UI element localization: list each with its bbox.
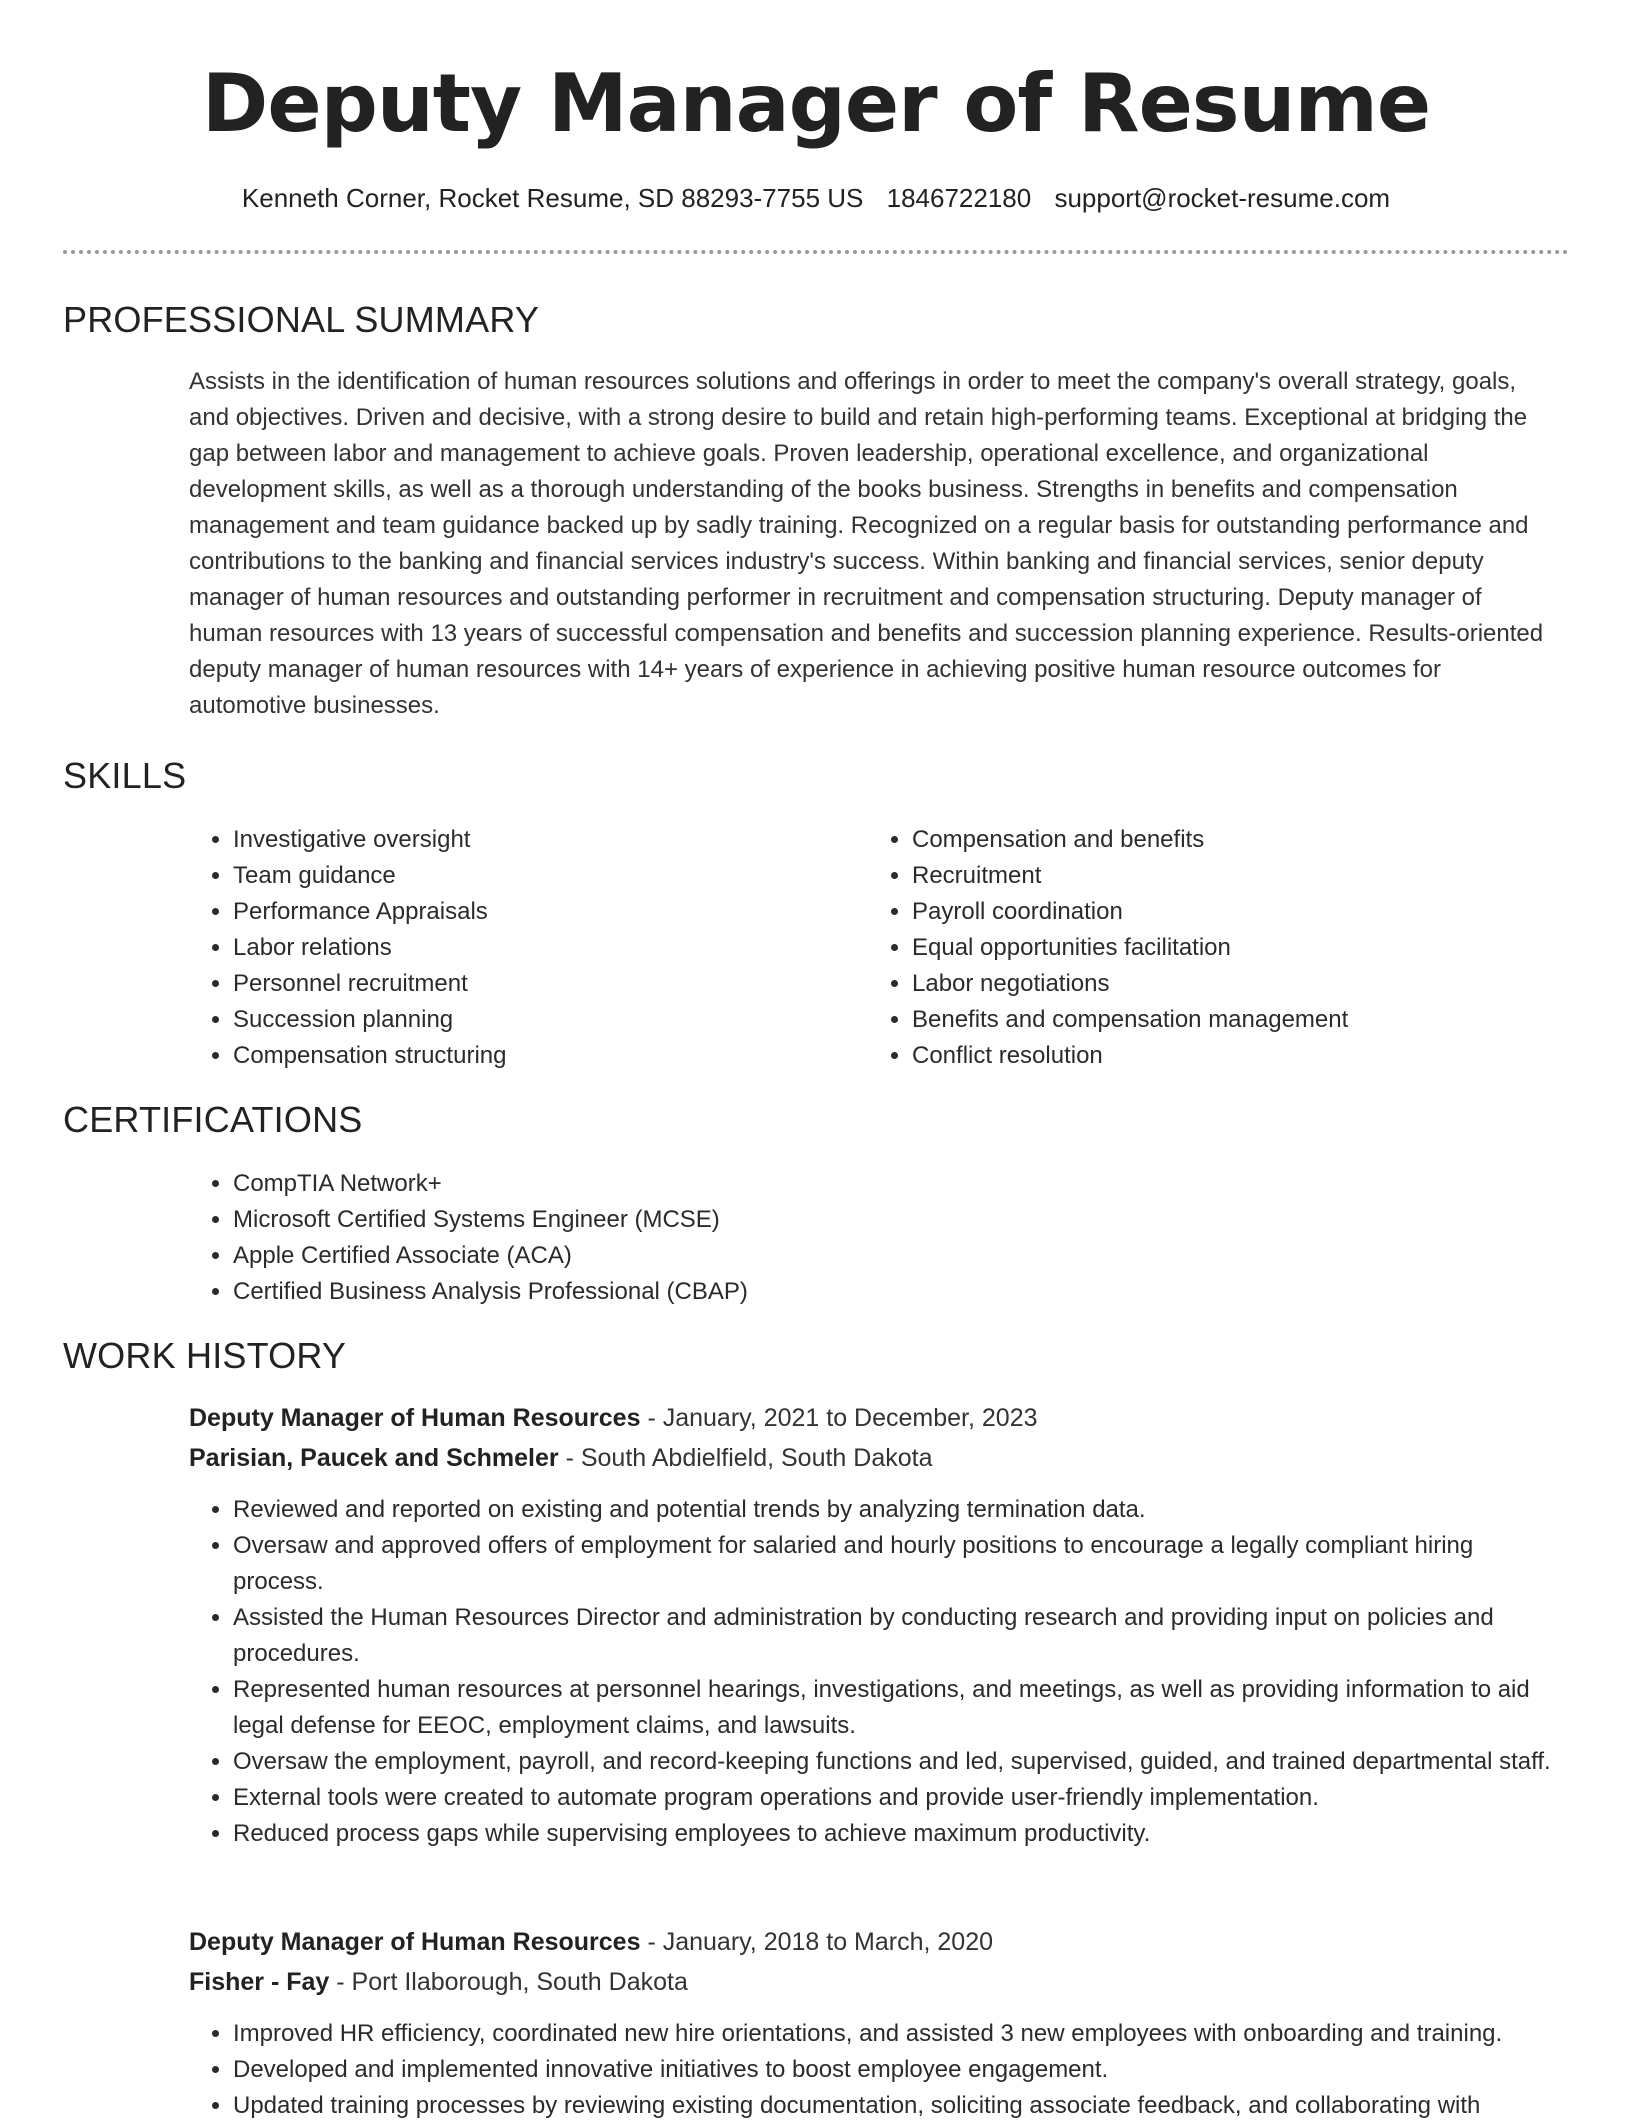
job-location: - South Abdielfield, South Dakota	[558, 1444, 933, 1472]
job-bullets	[189, 1492, 1559, 1852]
skill-item: • Compensation and benefits	[912, 822, 1548, 858]
job-bullet: • Represented human resources at personnel hearings, investigations, and meetings, as well as providing information to aid legal defense for EEOC, employment claims, and lawsuits.	[233, 1672, 1559, 1744]
job-bullet: • Improved HR efficiency, coordinated new hire orientations, and assisted 3 new employees with onboarding and training.	[233, 2016, 1559, 2052]
job-title-line	[189, 1398, 1559, 1438]
skill-item: • Labor relations	[233, 930, 829, 966]
job-bullet: • Oversaw and approved offers of employment for salaried and hourly positions to encourage a legally compliant hiring process.	[233, 1528, 1559, 1600]
skill-item: • Personnel recruitment	[233, 966, 829, 1002]
job-bullet: • Updated training processes by reviewing existing documentation, soliciting associate feedback, and collaborating with	[233, 2088, 1559, 2124]
job-location: - Port Ilaborough, South Dakota	[329, 1968, 688, 1996]
contact-email: support@rocket-resume.com	[1054, 183, 1391, 213]
job-title-line	[189, 1922, 1559, 1962]
job-bullets	[189, 2016, 1559, 2124]
skills-list-right	[868, 822, 1548, 1074]
job-bullet: • Developed and implemented innovative initiatives to boost employee engagement.	[233, 2052, 1559, 2088]
resume-title: Deputy Manager of Resume	[201, 57, 1431, 150]
job-role: Deputy Manager of Human Resources	[189, 1928, 641, 1956]
contact-address: Kenneth Corner, Rocket Resume, SD 88293-7755 US	[241, 183, 864, 213]
job-entry	[189, 1922, 1559, 2124]
skill-item: • Recruitment	[912, 858, 1548, 894]
skills-heading: SKILLS	[63, 755, 187, 796]
skill-item: • Conflict resolution	[912, 1038, 1548, 1074]
certification-item: • Apple Certified Associate (ACA)	[233, 1238, 1489, 1274]
work-history-heading: WORK HISTORY	[63, 1335, 347, 1376]
job-bullet: • Oversaw the employment, payroll, and record-keeping functions and led, supervised, guided, and trained departmental staff.	[233, 1744, 1559, 1780]
skill-item: • Payroll coordination	[912, 894, 1548, 930]
certification-item: • Certified Business Analysis Professional (CBAP)	[233, 1274, 1489, 1310]
skill-item: • Labor negotiations	[912, 966, 1548, 1002]
summary-heading: PROFESSIONAL SUMMARY	[63, 299, 540, 340]
skill-item: • Performance Appraisals	[233, 894, 829, 930]
skill-item: • Investigative oversight	[233, 822, 829, 858]
skill-item: • Equal opportunities facilitation	[912, 930, 1548, 966]
certifications-heading: CERTIFICATIONS	[63, 1099, 363, 1140]
job-company-line	[189, 1962, 1559, 2002]
job-company-line	[189, 1438, 1559, 1478]
certification-item: • CompTIA Network+	[233, 1166, 1489, 1202]
job-role: Deputy Manager of Human Resources	[189, 1404, 641, 1432]
job-dates: - January, 2021 to December, 2023	[640, 1404, 1038, 1432]
skill-item: • Team guidance	[233, 858, 829, 894]
summary-text: Assists in the identification of human resources solutions and offerings in order to meet the company's overall strategy, goals, and objectives. Driven and decisive, with a strong desire to build and retain high-performing teams. Exceptional at bridging the gap between labor and management to achieve goals. Proven leadership, operational excellence, and organizational development skills, as well as a thorough understanding of the books business. Strengths in benefits and compensation management and team guidance backed up by sadly training. Recognized on a regular basis for outstanding performance and contributions to the banking and financial services industry's success. Within banking and financial services, senior deputy manager of human resources and outstanding performer in recruitment and compensation structuring. Deputy manager of human resources with 13 years of successful compensation and benefits and succession planning experience. Results-oriented deputy manager of human resources with 14+ years of experience in achieving positive human resource outcomes for automotive businesses.	[189, 368, 1544, 719]
contact-info	[0, 178, 1632, 218]
job-bullet: • Assisted the Human Resources Director and administration by conducting research and providing input on policies and procedures.	[233, 1600, 1559, 1672]
skill-item: • Compensation structuring	[233, 1038, 829, 1074]
job-company: Parisian, Paucek and Schmeler	[189, 1444, 559, 1472]
job-company: Fisher - Fay	[189, 1968, 330, 1996]
header-divider	[63, 250, 1569, 254]
job-entry	[189, 1398, 1559, 1852]
skill-item: • Succession planning	[233, 1002, 829, 1038]
job-dates: - January, 2018 to March, 2020	[640, 1928, 994, 1956]
job-bullet: • Reduced process gaps while supervising employees to achieve maximum productivity.	[233, 1816, 1559, 1852]
certifications-list	[189, 1166, 1489, 1310]
job-bullet: • External tools were created to automate program operations and provide user-friendly implementation.	[233, 1780, 1559, 1816]
skill-item: • Benefits and compensation management	[912, 1002, 1548, 1038]
skills-list-left	[189, 822, 829, 1074]
certification-item: • Microsoft Certified Systems Engineer (MCSE)	[233, 1202, 1489, 1238]
job-bullet: • Reviewed and reported on existing and potential trends by analyzing termination data.	[233, 1492, 1559, 1528]
contact-phone: 1846722180	[886, 183, 1032, 213]
